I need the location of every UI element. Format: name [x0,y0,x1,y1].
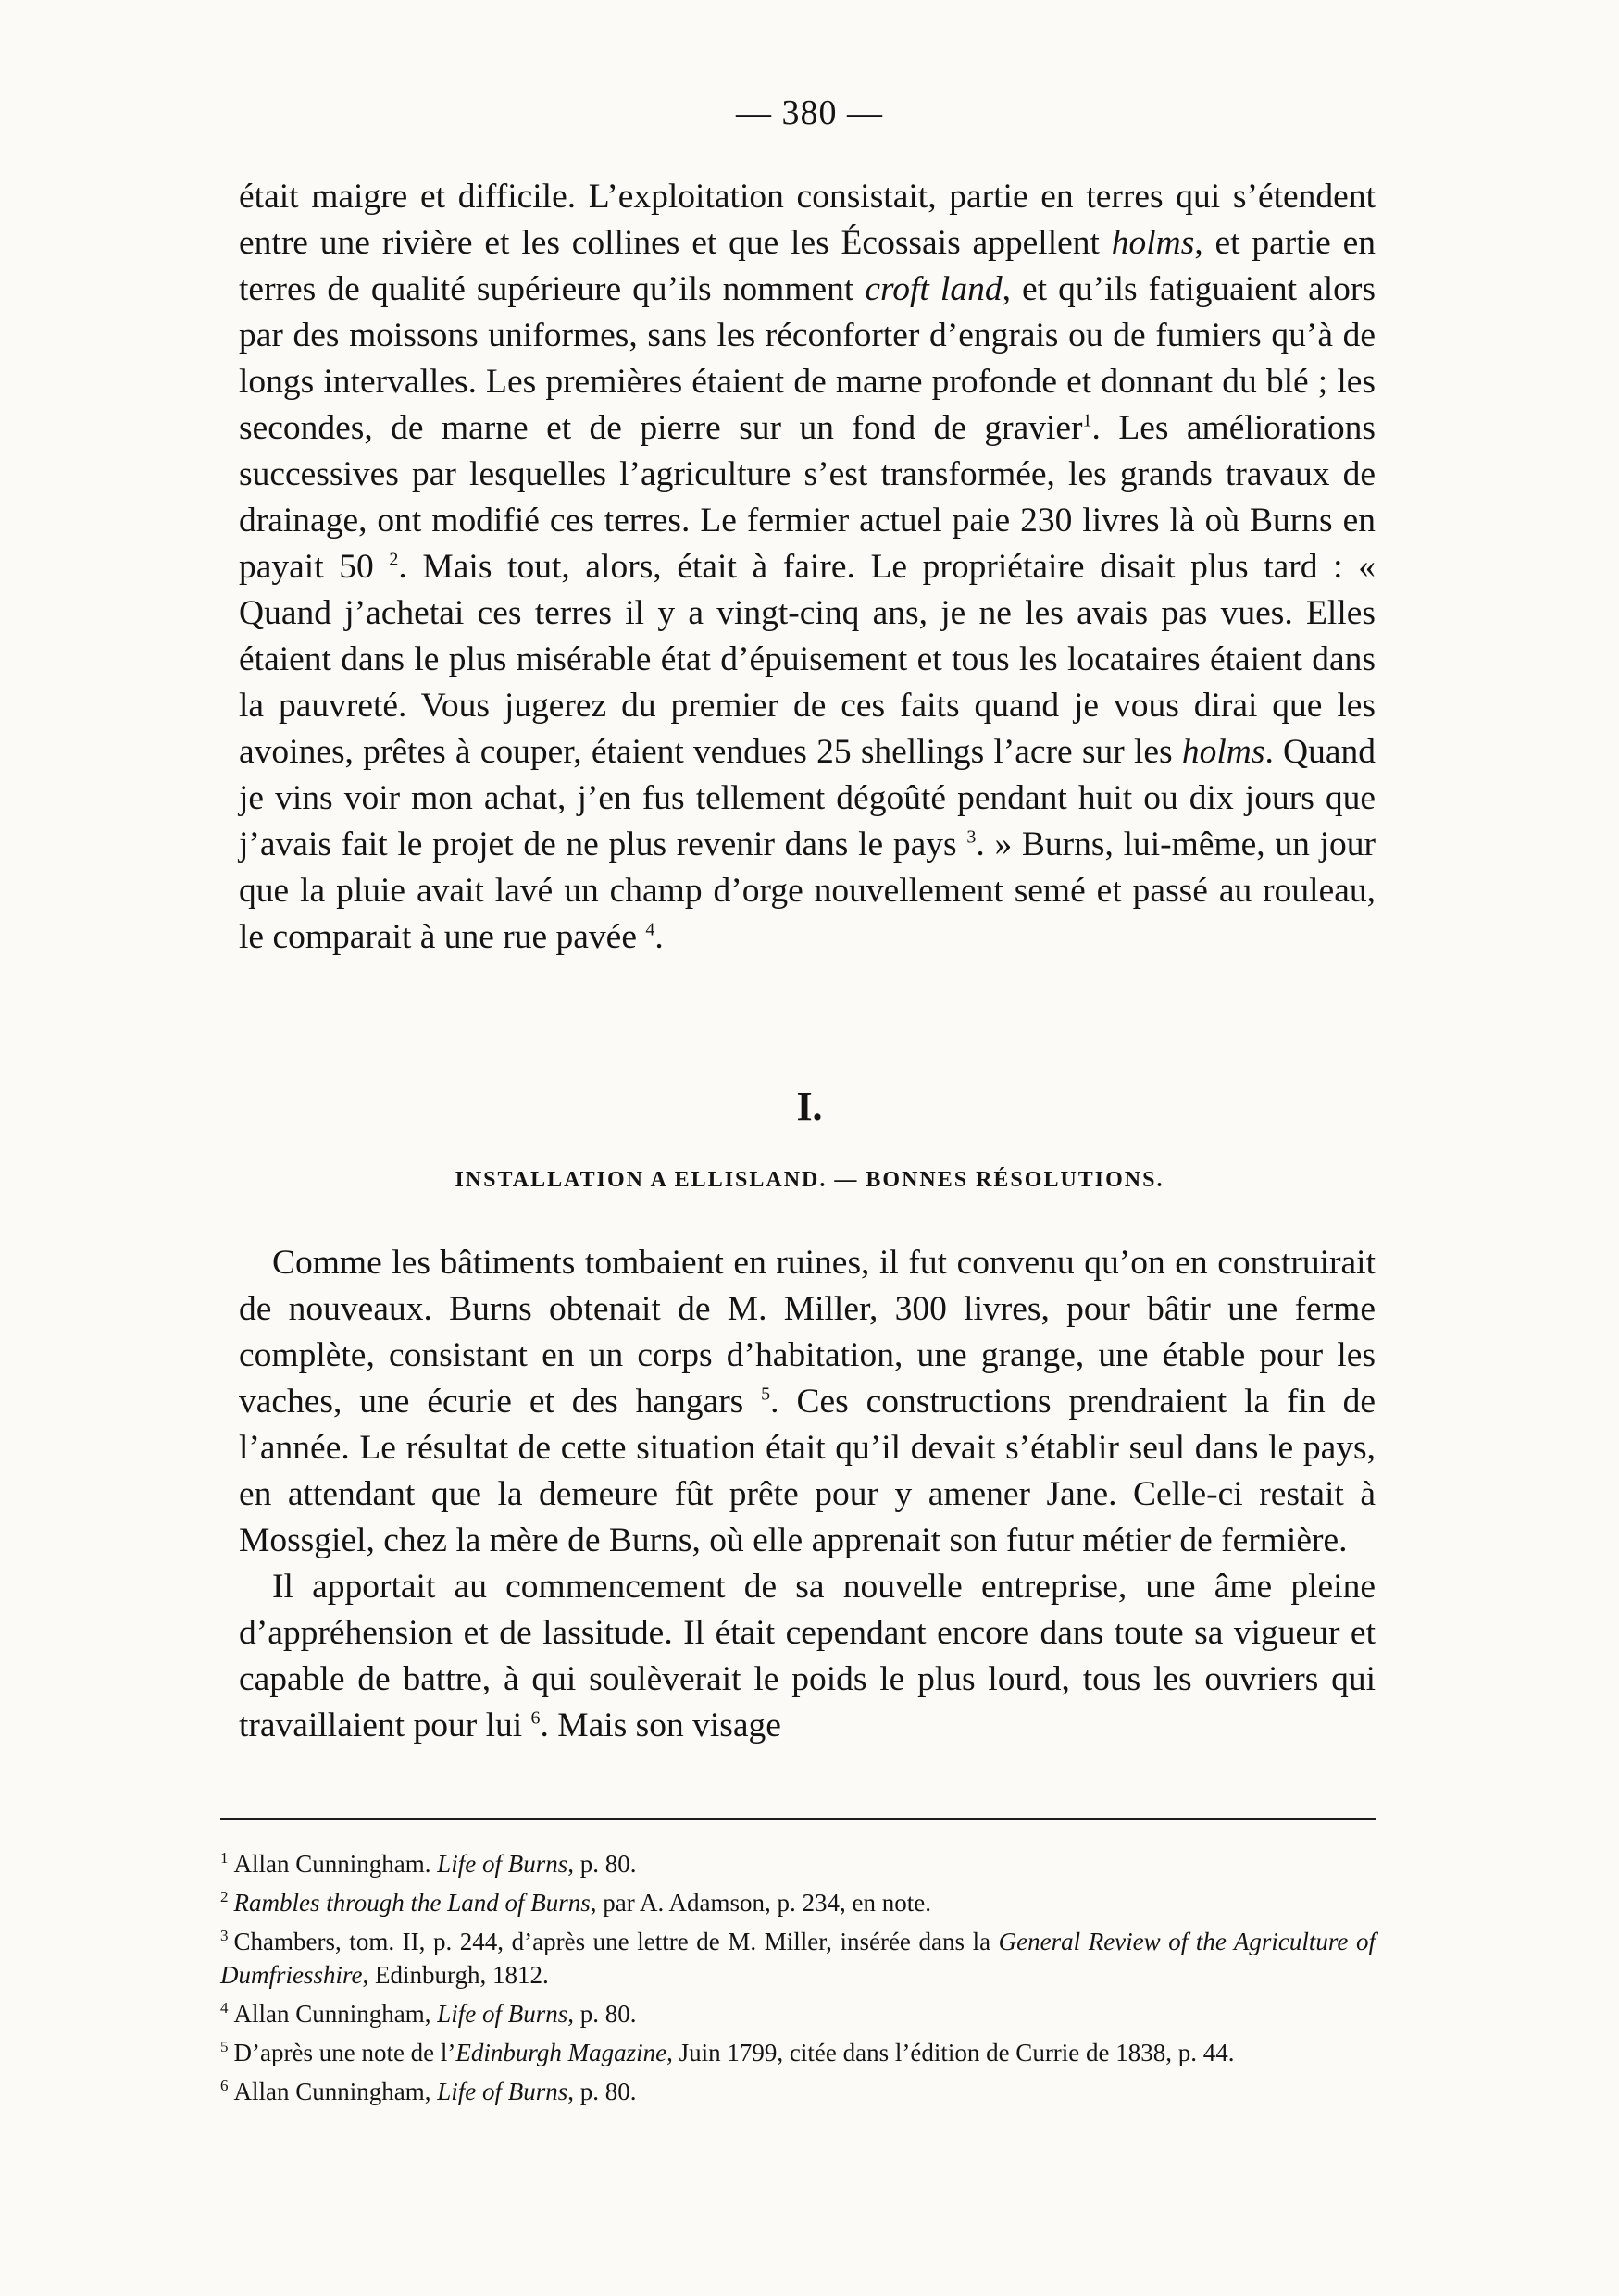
footnote [220,2069,1376,2108]
body-text-section [239,1240,1376,1749]
text-run: . » Burns, lui-même, un jour que la pluie avait lavé un champ d’orge nouvellement semé et passé au rouleau, le comparait à une rue pavée [239,825,1376,956]
footnote-text: , p. 80. [567,1850,637,1878]
text-run: . Les améliorations successives par lesquelles l’agriculture s’est transformée, les grands travaux de drainage, ont modifié ces terres. Le fermier actuel paie 230 livres là où Burns en payait 50 [239,409,1376,586]
footnote-number: 6 [220,2077,229,2094]
italic-term: croft land [865,270,1003,308]
paragraph-1 [239,174,1376,961]
footnote-title: Life of Burns [437,2000,568,2028]
footnote [220,1919,1376,1992]
section-numeral: I. [796,1084,823,1129]
footnote-text: , Juin 1799, citée dans l’édition de Currie de 1838, p. 44. [666,2039,1235,2066]
footnote-ref[interactable]: 6 [530,1707,541,1729]
footnote-text: Chambers, tom. II, p. 244, d’après une lettre de M. Miller, insérée dans la [233,1928,999,1955]
text-run: Il apportait au commencement de sa nouvelle entreprise, une âme pleine d’appréhension et de lassitude. Il était cependant encore dans toute sa vigueur et capable de battre, à qui soulèverait le poids le plus lourd, tous les ouvriers qui travaillaient pour lui [239,1568,1376,1744]
paragraph-3 [239,1564,1376,1749]
text-run: . Ces constructions prendraient la fin de l’année. Le résultat de cette situation était qu’il devait s’établir seul dans le pays, en attendant que la demeure fût prête pour y amener Jane. Celle-ci restait à Mossgiel, chez la mère de Burns, où elle apprenait son futur métier de fermière. [239,1383,1376,1559]
footnote-rule [220,1818,1376,1820]
footnote [220,1842,1376,1880]
footnote-title: Rambles through the Land of Burns [233,1889,591,1917]
footnote-text: Allan Cunningham. [233,1850,438,1878]
footnote-ref[interactable]: 3 [966,826,977,848]
footnote-number: 1 [220,1849,229,1867]
footnote-number: 3 [220,1927,229,1944]
footnote [220,1992,1376,2030]
footnote-title: Life of Burns [437,2078,568,2105]
italic-term: holms [1111,224,1195,262]
footnote-title: Edinburgh Magazine [455,2039,667,2066]
body-text-top [239,174,1376,961]
text-run: Comme les bâtiments tombaient en ruines, il fut convenu qu’on en construirait de nouveaux. Burns obtenait de M. Miller, 300 livres, pour bâtir une ferme complète, consistant en un corps d’habitation, une grange, une étable pour les vaches, une écurie et des hangars [239,1244,1376,1421]
footnote-text: D’après une note de l’ [233,2039,456,2066]
italic-term: holms [1181,733,1265,771]
footnote-text: Allan Cunningham, [233,2000,438,2028]
footnotes [220,1842,1376,2108]
footnote-ref[interactable]: 2 [389,549,399,570]
footnote-text: , p. 80. [567,2078,637,2105]
section-heading: INSTALLATION A ELLISLAND. — BONNES RÉSOLUTIONS. [455,1168,1164,1192]
footnote [220,1880,1376,1919]
footnote-number: 2 [220,1888,229,1905]
footnote-ref[interactable]: 1 [1082,410,1092,431]
footnote-text: , p. 80. [567,2000,637,2028]
footnote-number: 4 [220,1999,229,2017]
text-run: . Mais son visage [540,1706,781,1744]
footnote-text: Allan Cunningham, [233,2078,438,2105]
page-number: — 380 — [736,93,883,132]
footnote-ref[interactable]: 5 [761,1384,771,1405]
footnote [220,2030,1376,2069]
paragraph-2 [239,1240,1376,1564]
text-run: , et qu’ils fatiguaient alors par des moissons uniformes, sans les réconforter d’engrais ou de fumiers qu’à de longs intervalles. Les premières étaient de marne profonde et donnant du blé ; les secondes, de marne et de pierre sur un fond de gravier [239,270,1376,447]
footnote-text: , Edinburgh, 1812. [362,1961,549,1989]
text-run: , et partie en terres de qualité supérieure qu’ils nomment [239,224,1376,308]
text-run: était maigre et difficile. L’exploitation consistait, partie en terres qui s’étendent entre une rivière et les collines et que les Écossais appellent [239,178,1376,262]
footnote-title: Life of Burns [437,1850,568,1878]
text-run: . [654,918,664,956]
footnote-text: , par A. Adamson, p. 234, en note. [590,1889,931,1917]
text-run: . Mais tout, alors, était à faire. Le propriétaire disait plus tard : « Quand j’achetai ces terres il y a vingt-cinq ans, je ne les avais pas vues. Elles étaient dans le plus misérable état d’épuisement et tous les locataires étaient dans la pauvreté. Vous jugerez du premier de ces faits quand je vous dirai que les avoines, prêtes à couper, étaient vendues 25 shellings l’acre sur les [239,548,1376,771]
footnote-ref[interactable]: 4 [645,919,655,940]
footnote-number: 5 [220,2038,229,2055]
text-run: . Quand je vins voir mon achat, j’en fus tellement dégoûté pendant huit ou dix jours que j’avais fait le projet de ne plus revenir dans le pays [239,733,1376,863]
footnote-title: General Review of the Agriculture of Dumfriesshire [220,1928,1376,1989]
